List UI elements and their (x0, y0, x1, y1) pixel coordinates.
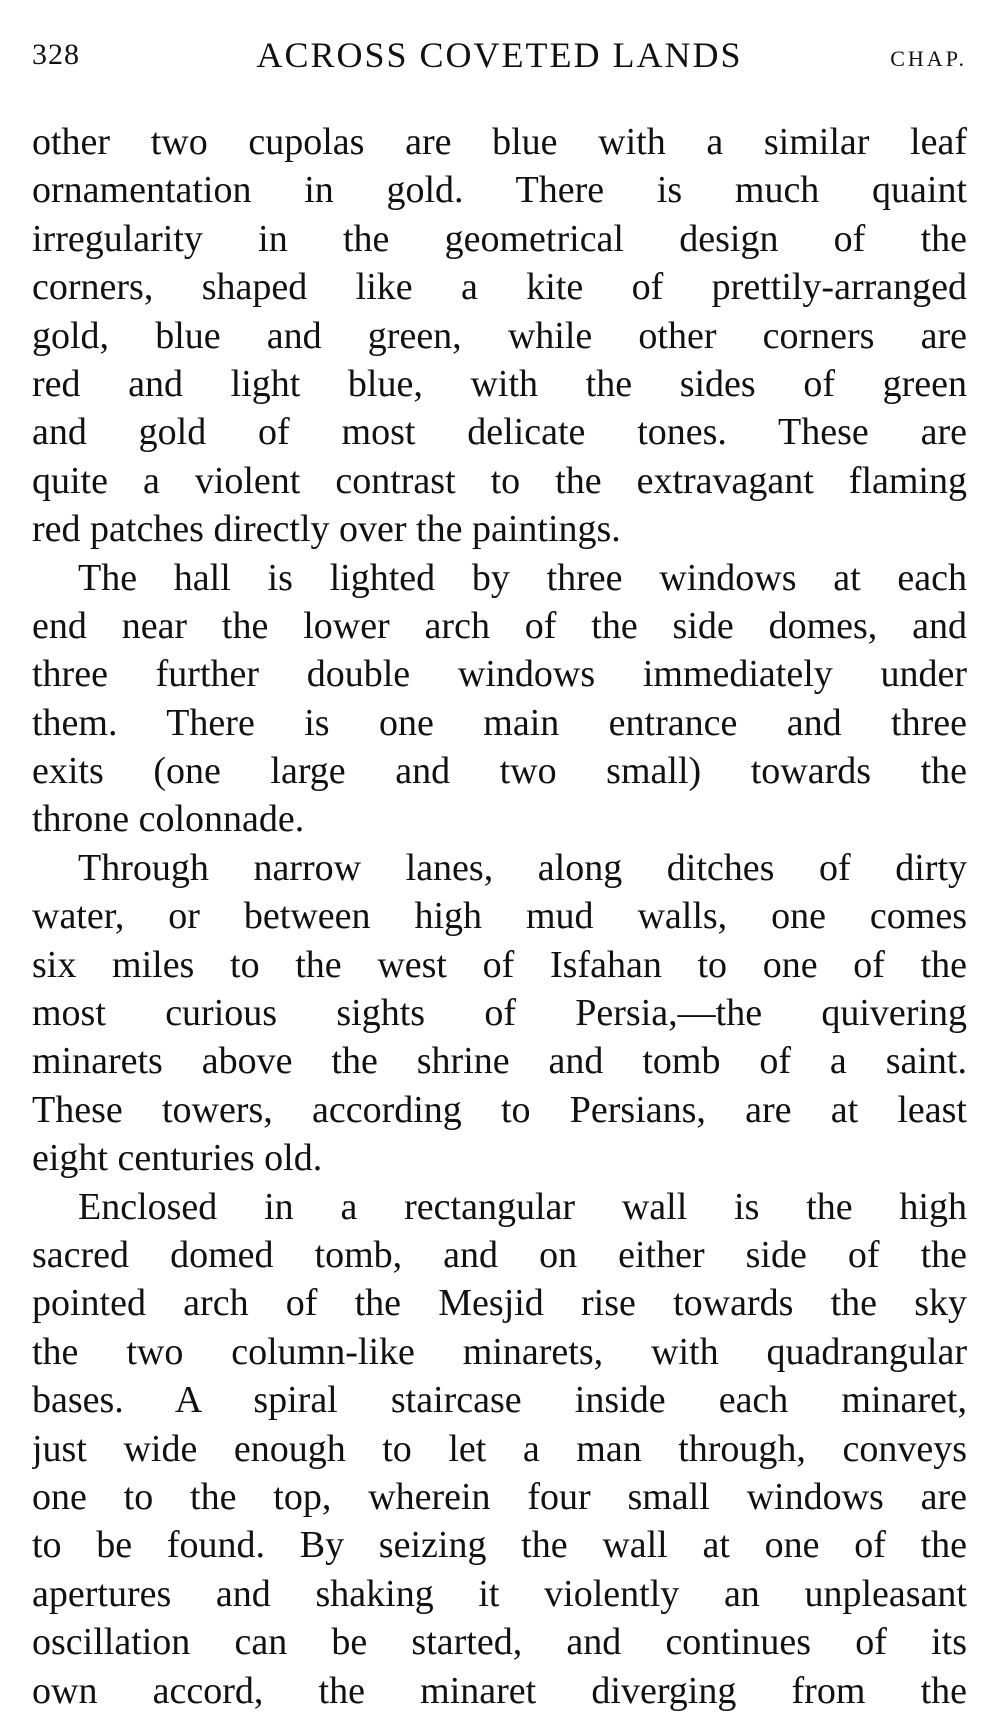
text-line: irregularity in the geometrical design of the (32, 217, 967, 260)
text-line: throne colonnade. (32, 798, 305, 841)
text-line: sacred domed tomb, and on either side of the (32, 1233, 967, 1276)
text-line: own accord, the minaret diverging from the (32, 1669, 967, 1712)
text-line: red patches directly over the paintings. (32, 508, 621, 551)
paragraph-first-line: The hall is lighted by three windows at each (78, 556, 967, 599)
text-line: six miles to the west of Isfahan to one of the (32, 943, 967, 986)
text-line: pointed arch of the Mesjid rise towards the sky (32, 1282, 967, 1325)
text-line: other two cupolas are blue with a similar leaf (32, 121, 967, 163)
text-line: just wide enough to let a man through, conveys (32, 1427, 967, 1470)
text-line: bases. A spiral staircase inside each minaret, (32, 1379, 967, 1422)
text-line: gold, blue and green, while other corners are (32, 314, 967, 357)
paragraph-first-line: Enclosed in a rectangular wall is the high (78, 1185, 967, 1228)
text-line: one to the top, wherein four small windows are (32, 1475, 967, 1518)
paragraph-first-line: Through narrow lanes, along ditches of dirty (78, 846, 967, 889)
text-line: and gold of most delicate tones. These are (32, 411, 967, 454)
text-line: apertures and shaking it violently an unpleasant (32, 1572, 967, 1615)
text-line: exits (one large and two small) towards the (32, 750, 967, 793)
text-line: oscillation can be started, and continues of its (32, 1621, 967, 1664)
text-line: water, or between high mud walls, one comes (32, 895, 967, 938)
text-line: eight centuries old. (32, 1137, 323, 1180)
book-title: ACROSS COVETED LANDS (256, 35, 743, 75)
text-line: red and light blue, with the sides of green (32, 362, 967, 405)
text-line: the two column-like minarets, with quadrangular (32, 1330, 967, 1373)
text-line: to be found. By seizing the wall at one of the (32, 1524, 967, 1567)
running-head (32, 30, 967, 80)
text-line: minarets above the shrine and tomb of a saint. (32, 1040, 967, 1083)
text-line: them. There is one main entrance and three (32, 701, 967, 744)
text-line: most curious sights of Persia,—the quivering (32, 992, 967, 1035)
text-line: corners, shaped like a kite of prettily-arranged (32, 266, 967, 309)
text-line: These towers, according to Persians, are at least (32, 1088, 967, 1131)
text-line: three further double windows immediately under (32, 653, 967, 696)
text-line: quite a violent contrast to the extravagant flaming (32, 459, 967, 502)
text-line: end near the lower arch of the side domes, and (32, 604, 967, 647)
page-number: 328 (32, 38, 80, 71)
body-text (32, 118, 967, 1715)
chapter-label: CHAP. (890, 46, 967, 71)
text-line: ornamentation in gold. There is much quaint (32, 169, 967, 212)
